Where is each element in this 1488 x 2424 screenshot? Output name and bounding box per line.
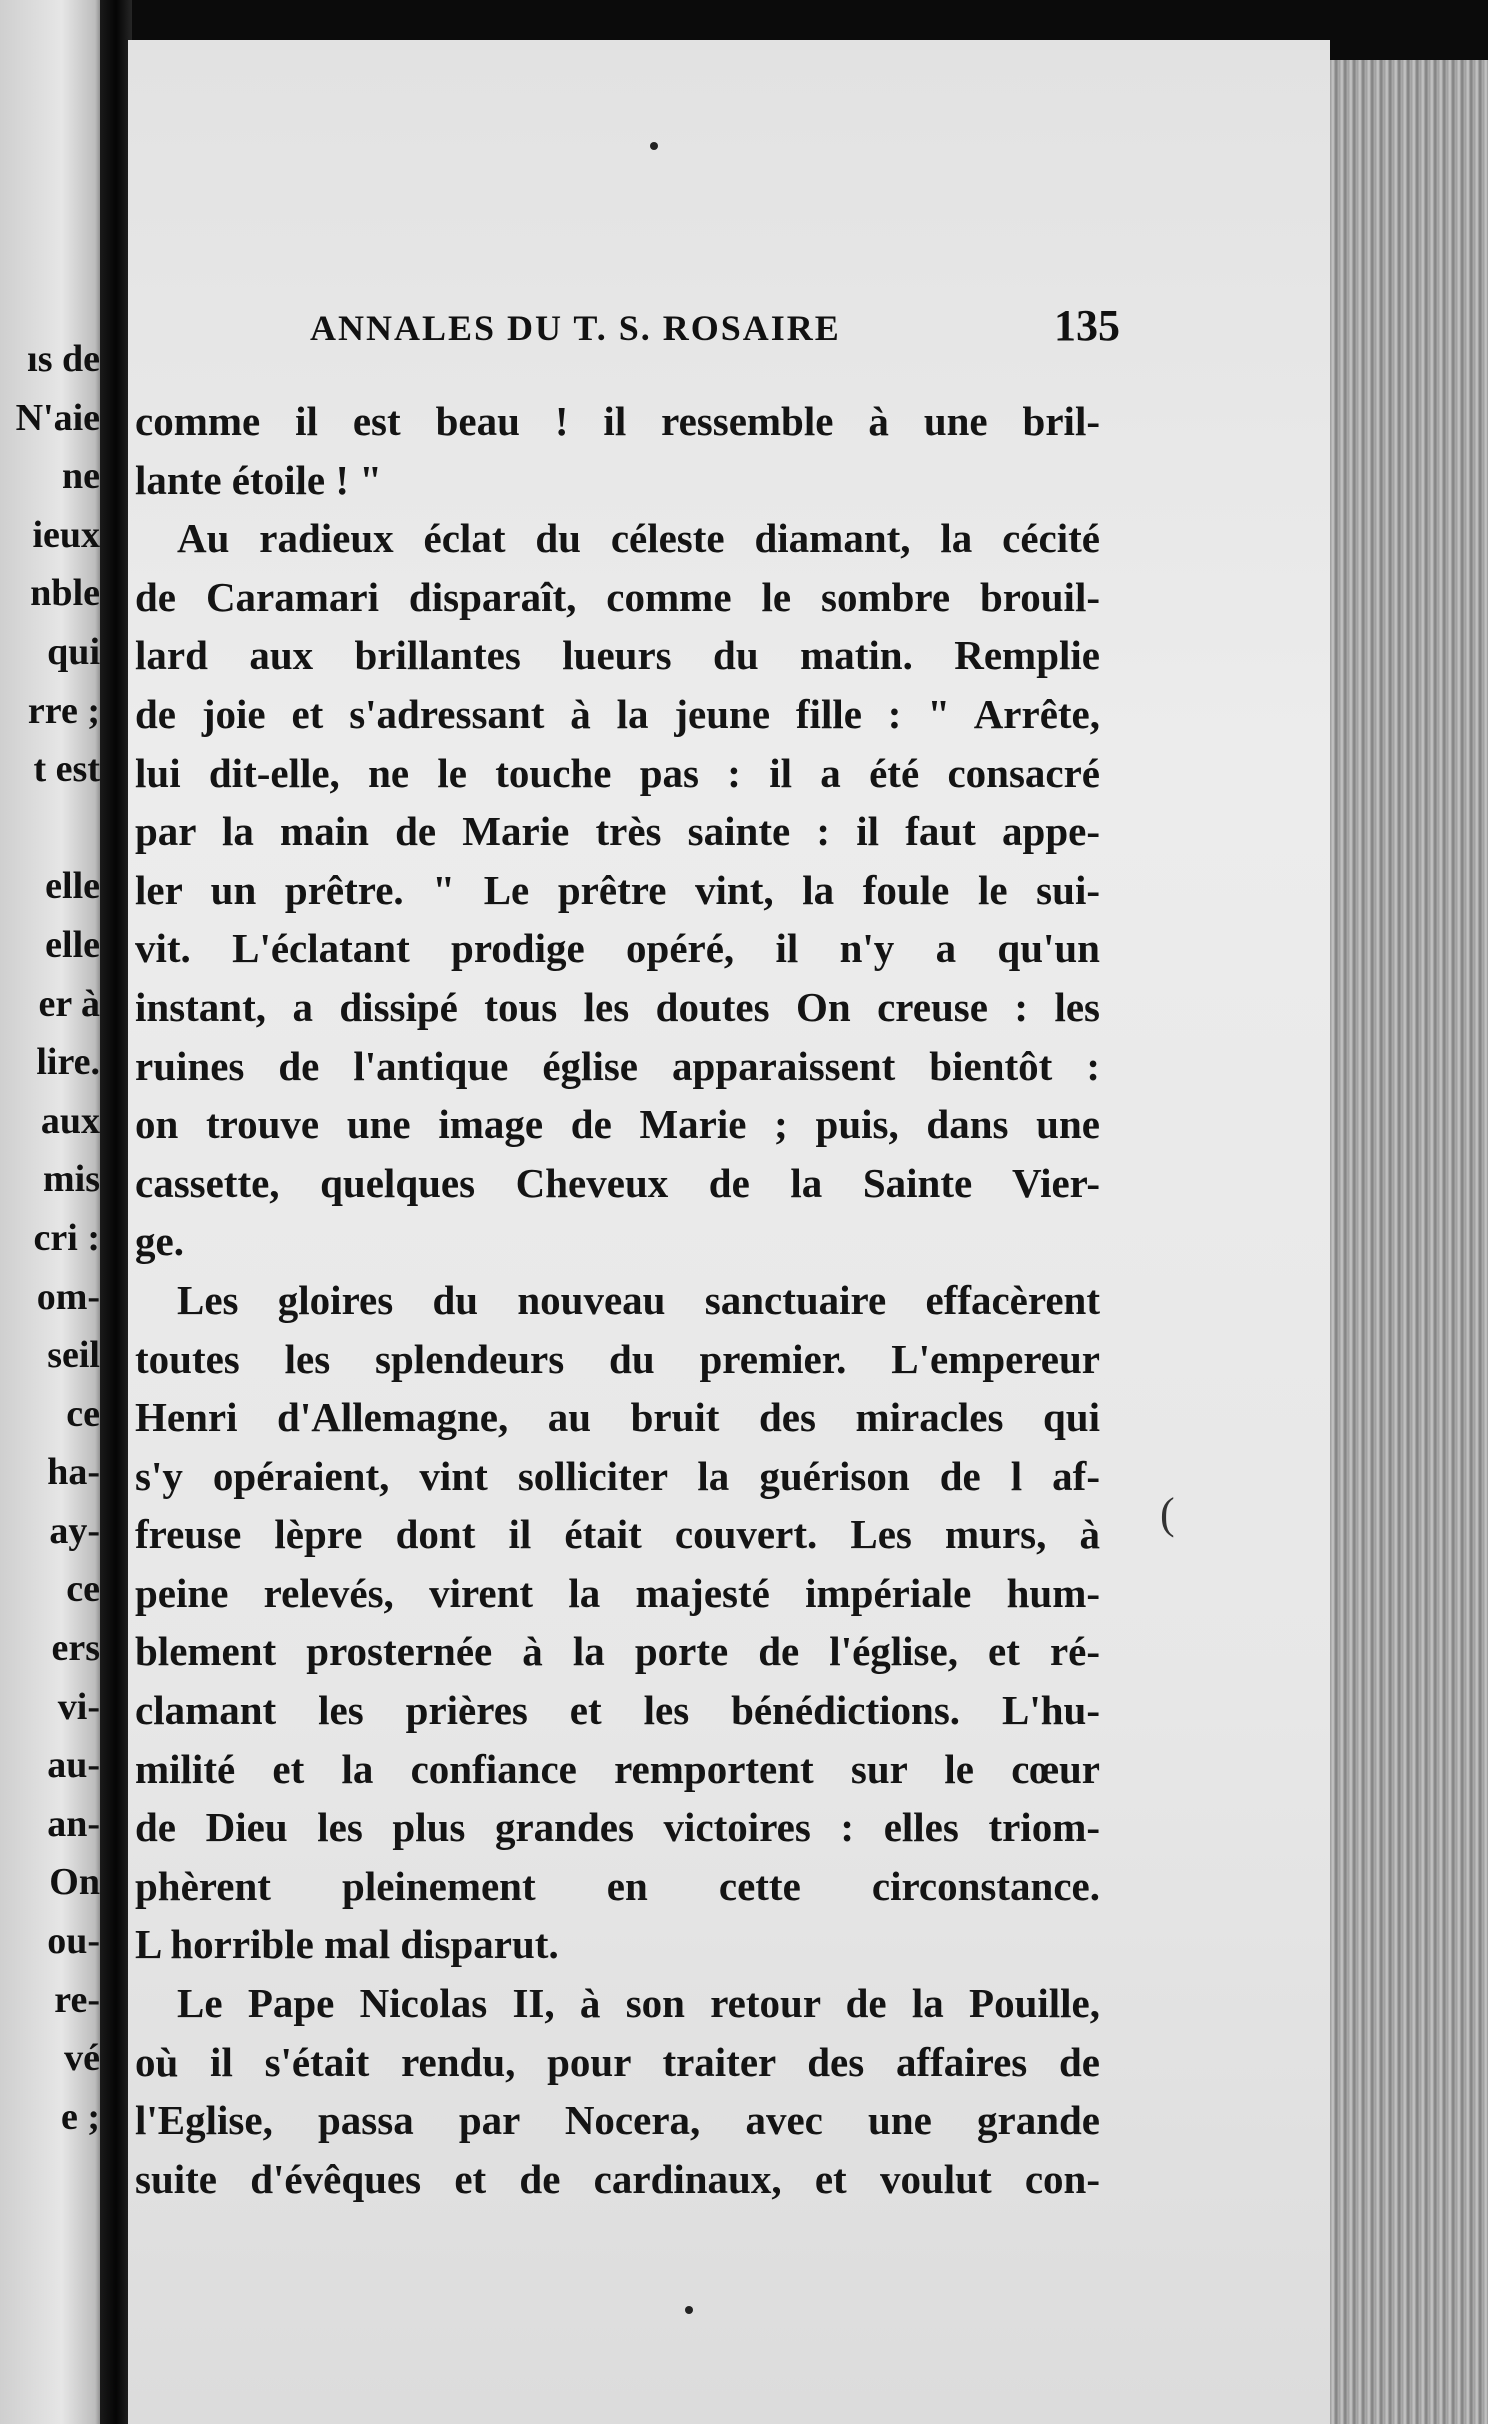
facing-page-fragment: ne — [62, 455, 100, 498]
page-body — [135, 392, 1100, 2208]
text-line: lante étoile ! " — [135, 456, 383, 503]
facing-page-fragment: rre ; — [27, 689, 100, 732]
text-line: ge. — [135, 1218, 184, 1265]
facing-page-fragment: N'aie — [15, 396, 100, 439]
facing-page-fragment: er à — [38, 982, 100, 1025]
facing-page-fragment: ay- — [49, 1509, 100, 1552]
text-line: L horrible mal disparut. — [135, 1921, 559, 1968]
text-line: toutes les splendeurs du premier. L'empereur — [135, 1335, 1100, 1382]
facing-page-fragment: lire. — [36, 1041, 100, 1084]
facing-page-fragment: qui — [47, 630, 100, 673]
facing-page-fragment: t est — [33, 748, 100, 791]
text-line: lard aux brillantes lueurs du matin. Remplie — [135, 632, 1100, 679]
text-line: Le Pape Nicolas II, à son retour de la Pouille, — [177, 1980, 1100, 2027]
facing-page-fragment: an- — [47, 1802, 100, 1845]
print-speck — [650, 142, 658, 150]
page-edges — [1330, 60, 1488, 2424]
text-line: milité et la confiance remportent sur le cœur — [135, 1745, 1100, 1792]
facing-page-fragment: vé — [64, 2037, 100, 2080]
facing-page-fragment: elle — [45, 865, 100, 908]
facing-page-fragment: ers — [51, 1627, 100, 1670]
text-line: Les gloires du nouveau sanctuaire effacèrent — [177, 1276, 1100, 1323]
facing-page-fragment: elle — [45, 923, 100, 966]
facing-page-fragment: nble — [30, 572, 100, 615]
text-line: par la main de Marie très sainte : il faut appe- — [135, 808, 1100, 855]
text-line: s'y opéraient, vint solliciter la guérison de l af- — [135, 1452, 1100, 1499]
margin-mark: ( — [1160, 1489, 1175, 1538]
facing-page-fragment: e ; — [60, 2095, 100, 2138]
facing-page-fragment: aux — [40, 1099, 100, 1142]
facing-page-fragment: On — [49, 1861, 100, 1904]
running-title: ANNALES DU T. S. ROSAIRE — [310, 308, 841, 348]
text-line: ruines de l'antique église apparaissent bientôt : — [135, 1042, 1100, 1089]
facing-page-text — [0, 330, 100, 2146]
text-line: ler un prêtre. " Le prêtre vint, la foule le sui- — [135, 866, 1100, 913]
text-line: de Caramari disparaît, comme le sombre brouil- — [135, 573, 1100, 620]
text-line: on trouve une image de Marie ; puis, dans une — [135, 1101, 1100, 1148]
text-line: de joie et s'adressant à la jeune fille : " Arrête, — [135, 690, 1100, 737]
facing-page-fragment: ieux — [32, 513, 100, 556]
facing-page — [0, 0, 112, 2424]
facing-page-fragment — [0, 799, 100, 858]
facing-page-fragment: vi- — [57, 1685, 100, 1728]
text-line: blement prosternée à la porte de l'église, et ré- — [135, 1628, 1100, 1675]
text-line: freuse lèpre dont il était couvert. Les murs, à — [135, 1511, 1100, 1558]
facing-page-fragment: ce — [66, 1392, 100, 1435]
page-number: 135 — [1054, 301, 1120, 350]
text-line: phèrent pleinement en cette circonstance. — [135, 1862, 1100, 1909]
text-line: comme il est beau ! il ressemble à une bril- — [135, 398, 1100, 444]
facing-page-fragment: re- — [54, 1978, 100, 2021]
facing-page-fragment: cri : — [33, 1216, 100, 1259]
facing-page-fragment: om- — [36, 1275, 100, 1318]
text-line: instant, a dissipé tous les doutes On creuse : les — [135, 983, 1100, 1030]
facing-page-fragment: mis — [43, 1158, 100, 1201]
text-line: l'Eglise, passa par Nocera, avec une grande — [135, 2097, 1100, 2144]
text-line: Henri d'Allemagne, au bruit des miracles qui — [135, 1394, 1100, 1441]
text-line: vit. L'éclatant prodige opéré, il n'y a qu'un — [135, 925, 1100, 972]
text-line: où il s'était rendu, pour traiter des affaires de — [135, 2038, 1100, 2085]
facing-page-fragment: ce — [66, 1568, 100, 1611]
facing-page-fragment: ou- — [47, 1920, 100, 1963]
text-line: lui dit-elle, ne le touche pas : il a été consacré — [135, 749, 1100, 796]
facing-page-fragment: au- — [47, 1744, 100, 1787]
text-line: peine relevés, virent la majesté impériale hum- — [135, 1569, 1100, 1616]
text-line: cassette, quelques Cheveux de la Sainte Vier- — [135, 1159, 1100, 1206]
running-header — [310, 300, 1120, 351]
text-line: suite d'évêques et de cardinaux, et voulut con- — [135, 2155, 1100, 2202]
facing-page-fragment: ha- — [47, 1451, 100, 1494]
facing-page-fragment: ıs de — [27, 338, 100, 380]
print-speck — [685, 2306, 693, 2314]
text-line: de Dieu les plus grandes victoires : elles triom- — [135, 1804, 1100, 1851]
text-line: clamant les prières et les bénédictions. L'hu- — [135, 1687, 1100, 1734]
text-line: Au radieux éclat du céleste diamant, la cécité — [177, 515, 1100, 562]
facing-page-fragment: seil — [47, 1334, 100, 1377]
